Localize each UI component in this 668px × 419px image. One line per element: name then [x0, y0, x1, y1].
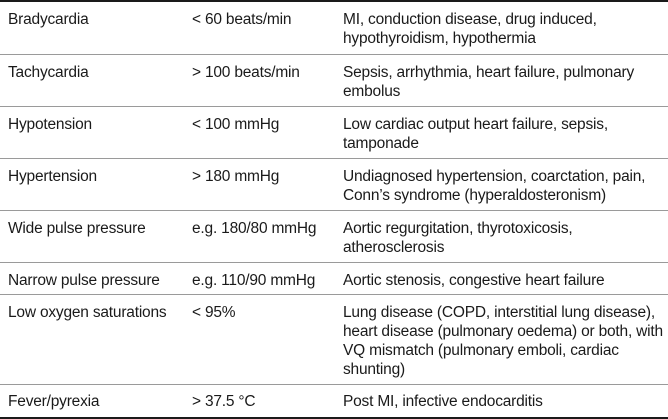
causes-cell: Lung disease (COPD, interstitial lung disease), heart disease (pulmonary oedema) or both, with VQ mismatch (pulmonary emboli, cardiac shunting): [335, 294, 668, 384]
causes-cell: Aortic regurgitation, thyrotoxicosis, atherosclerosis: [335, 210, 668, 262]
threshold-cell: > 100 beats/min: [182, 54, 335, 106]
threshold-cell: < 60 beats/min: [182, 2, 335, 54]
causes-cell: MI, conduction disease, drug induced, hypothyroidism, hypothermia: [335, 2, 668, 54]
causes-cell: Undiagnosed hypertension, coarctation, pain, Conn’s syndrome (hyperaldosteronism): [335, 158, 668, 210]
sign-cell: Bradycardia: [0, 2, 182, 54]
threshold-cell: > 180 mmHg: [182, 158, 335, 210]
table-row: [0, 2, 668, 54]
sign-cell: Low oxygen saturations: [0, 294, 182, 384]
causes-cell: Low cardiac output heart failure, sepsis, tamponade: [335, 106, 668, 158]
sign-cell: Narrow pulse pressure: [0, 262, 182, 294]
sign-cell: Hypertension: [0, 158, 182, 210]
table-row: [0, 294, 668, 384]
table-row: [0, 262, 668, 294]
vital-signs-grid: [0, 2, 668, 416]
threshold-cell: < 100 mmHg: [182, 106, 335, 158]
threshold-cell: < 95%: [182, 294, 335, 384]
causes-cell: Aortic stenosis, congestive heart failure: [335, 262, 668, 294]
threshold-cell: > 37.5 °C: [192, 392, 256, 410]
sign-cell: Fever/pyrexia: [8, 392, 100, 410]
causes-cell: Post MI, infective endocarditis: [343, 392, 543, 410]
causes-cell: Sepsis, arrhythmia, heart failure, pulmonary embolus: [335, 54, 668, 106]
table-row: [0, 106, 668, 158]
table-row: [0, 384, 668, 416]
sign-cell: Wide pulse pressure: [0, 210, 182, 262]
threshold-cell: e.g. 110/90 mmHg: [182, 262, 335, 294]
sign-cell: Hypotension: [0, 106, 182, 158]
table-row: [0, 210, 668, 262]
threshold-cell: e.g. 180/80 mmHg: [182, 210, 335, 262]
table-row: [0, 158, 668, 210]
sign-cell: Tachycardia: [0, 54, 182, 106]
table-row: [0, 54, 668, 106]
